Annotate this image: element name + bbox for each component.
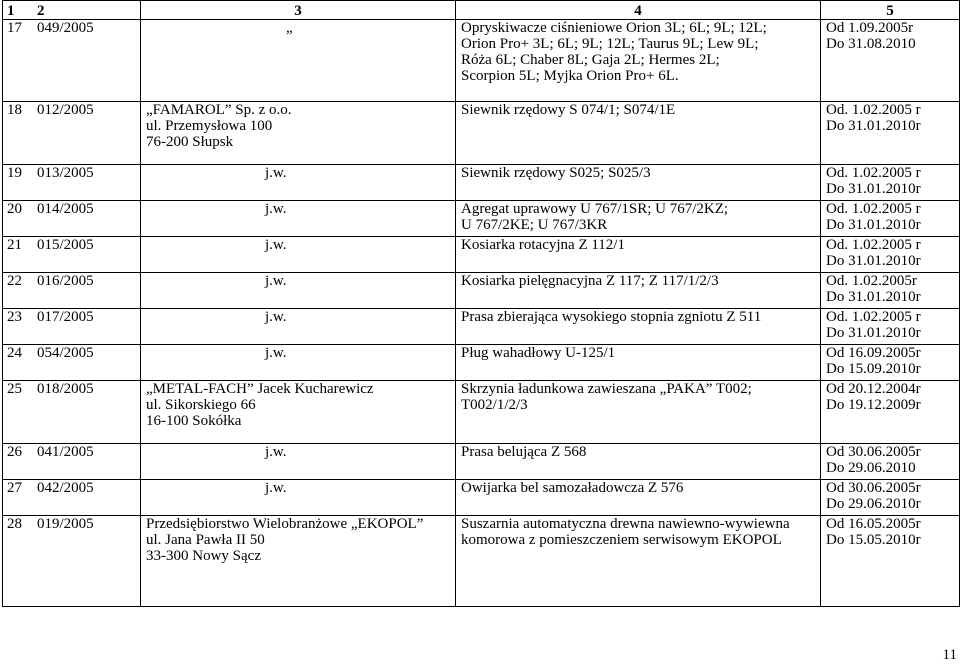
row-number-and-registration xyxy=(3,381,141,444)
product-cell: Prasa belująca Z 568 xyxy=(456,444,821,480)
registration-number: 054/2005 xyxy=(37,345,94,361)
product-cell: Siewnik rzędowy S025; S025/3 xyxy=(456,165,821,201)
table-row xyxy=(3,381,960,444)
table-row xyxy=(3,20,960,102)
registration-number: 042/2005 xyxy=(37,480,94,496)
company-cell: j.w. xyxy=(141,165,456,201)
product-cell: Pług wahadłowy U-125/1 xyxy=(456,345,821,381)
registration-number: 041/2005 xyxy=(37,444,94,460)
table-row xyxy=(3,165,960,201)
row-number: 18 xyxy=(7,102,22,118)
company-cell: Przedsiębiorstwo Wielobranżowe „EKOPOL” ul. Jana Pawła II 50 33-300 Nowy Sącz xyxy=(141,516,456,607)
validity-cell: Od 16.09.2005r Do 15.09.2010r xyxy=(821,345,960,381)
page-number: 11 xyxy=(942,647,957,663)
company-cell: j.w. xyxy=(141,444,456,480)
row-number-and-registration xyxy=(3,444,141,480)
validity-cell: Od. 1.02.2005 r Do 31.01.2010r xyxy=(821,165,960,201)
product-cell: Siewnik rzędowy S 074/1; S074/1E xyxy=(456,102,821,165)
company-cell: j.w. xyxy=(141,237,456,273)
row-number: 26 xyxy=(7,444,22,460)
validity-cell: Od. 1.02.2005 r Do 31.01.2010r xyxy=(821,237,960,273)
header-cell-1-2: 1 2 xyxy=(3,1,141,20)
row-number: 17 xyxy=(7,20,22,36)
validity-cell: Od 30.06.2005r Do 29.06.2010 xyxy=(821,444,960,480)
registration-number: 013/2005 xyxy=(37,165,94,181)
validity-cell: Od 20.12.2004r Do 19.12.2009r xyxy=(821,381,960,444)
table-row xyxy=(3,345,960,381)
product-cell: Kosiarka rotacyjna Z 112/1 xyxy=(456,237,821,273)
row-number-and-registration xyxy=(3,102,141,165)
validity-cell: Od. 1.02.2005r Do 31.01.2010r xyxy=(821,273,960,309)
row-number: 28 xyxy=(7,516,22,532)
table-row xyxy=(3,102,960,165)
company-cell: „FAMAROL” Sp. z o.o. ul. Przemysłowa 100 76-200 Słupsk xyxy=(141,102,456,165)
row-number-and-registration xyxy=(3,20,141,102)
product-cell: Suszarnia automatyczna drewna nawiewno-wywiewna komorowa z pomieszczeniem serwisowym EKOPOL xyxy=(456,516,821,607)
validity-cell: Od. 1.02.2005 r Do 31.01.2010r xyxy=(821,201,960,237)
registration-number: 017/2005 xyxy=(37,309,94,325)
row-number: 22 xyxy=(7,273,22,289)
row-number-and-registration xyxy=(3,237,141,273)
header-cell-4: 4 xyxy=(456,1,821,20)
company-cell: j.w. xyxy=(141,309,456,345)
validity-cell: Od. 1.02.2005 r Do 31.01.2010r xyxy=(821,309,960,345)
header-cell-3: 3 xyxy=(141,1,456,20)
row-number-and-registration xyxy=(3,165,141,201)
registration-number: 049/2005 xyxy=(37,20,94,36)
row-number: 24 xyxy=(7,345,22,361)
table-row xyxy=(3,273,960,309)
company-cell: j.w. xyxy=(141,480,456,516)
product-cell: Skrzynia ładunkowa zawieszana „PAKA” T002; T002/1/2/3 xyxy=(456,381,821,444)
table-row xyxy=(3,516,960,607)
row-number: 19 xyxy=(7,165,22,181)
certificates-table xyxy=(2,0,960,607)
row-number-and-registration xyxy=(3,480,141,516)
header-cell-5: 5 xyxy=(821,1,960,20)
validity-cell: Od 16.05.2005r Do 15.05.2010r xyxy=(821,516,960,607)
table-row xyxy=(3,201,960,237)
registration-number: 018/2005 xyxy=(37,381,94,397)
company-cell: j.w. xyxy=(141,345,456,381)
row-number-and-registration xyxy=(3,309,141,345)
row-number-and-registration xyxy=(3,201,141,237)
table-row xyxy=(3,237,960,273)
validity-cell: Od 30.06.2005r Do 29.06.2010r xyxy=(821,480,960,516)
registration-number: 012/2005 xyxy=(37,102,94,118)
company-cell: j.w. xyxy=(141,201,456,237)
company-cell: j.w. xyxy=(141,273,456,309)
company-cell: „METAL-FACH” Jacek Kucharewicz ul. Sikorskiego 66 16-100 Sokółka xyxy=(141,381,456,444)
registration-number: 019/2005 xyxy=(37,516,94,532)
product-cell: Agregat uprawowy U 767/1SR; U 767/2KZ; U 767/2KE; U 767/3KR xyxy=(456,201,821,237)
row-number-and-registration xyxy=(3,345,141,381)
product-cell: Prasa zbierająca wysokiego stopnia zgniotu Z 511 xyxy=(456,309,821,345)
table-row xyxy=(3,309,960,345)
row-number: 21 xyxy=(7,237,22,253)
product-cell: Opryskiwacze ciśnieniowe Orion 3L; 6L; 9L; 12L; Orion Pro+ 3L; 6L; 9L; 12L; Taurus 9L; Lew 9L; Róża 6L; Chaber 8L; Gaja 2L; Hermes 2L; Scorpion 5L; Myjka Orion Pro+ 6L. xyxy=(456,20,821,102)
row-number: 23 xyxy=(7,309,22,325)
validity-cell: Od 1.09.2005r Do 31.08.2010 xyxy=(821,20,960,102)
registration-number: 015/2005 xyxy=(37,237,94,253)
registration-number: 016/2005 xyxy=(37,273,94,289)
row-number: 27 xyxy=(7,480,22,496)
row-number: 20 xyxy=(7,201,22,217)
registration-number: 014/2005 xyxy=(37,201,94,217)
validity-cell: Od. 1.02.2005 r Do 31.01.2010r xyxy=(821,102,960,165)
table-row xyxy=(3,480,960,516)
row-number-and-registration xyxy=(3,516,141,607)
row-number-and-registration xyxy=(3,273,141,309)
company-cell: „ xyxy=(141,20,456,102)
header-row xyxy=(3,1,960,20)
product-cell: Kosiarka pielęgnacyjna Z 117; Z 117/1/2/3 xyxy=(456,273,821,309)
product-cell: Owijarka bel samozaładowcza Z 576 xyxy=(456,480,821,516)
row-number: 25 xyxy=(7,381,22,397)
table-row xyxy=(3,444,960,480)
